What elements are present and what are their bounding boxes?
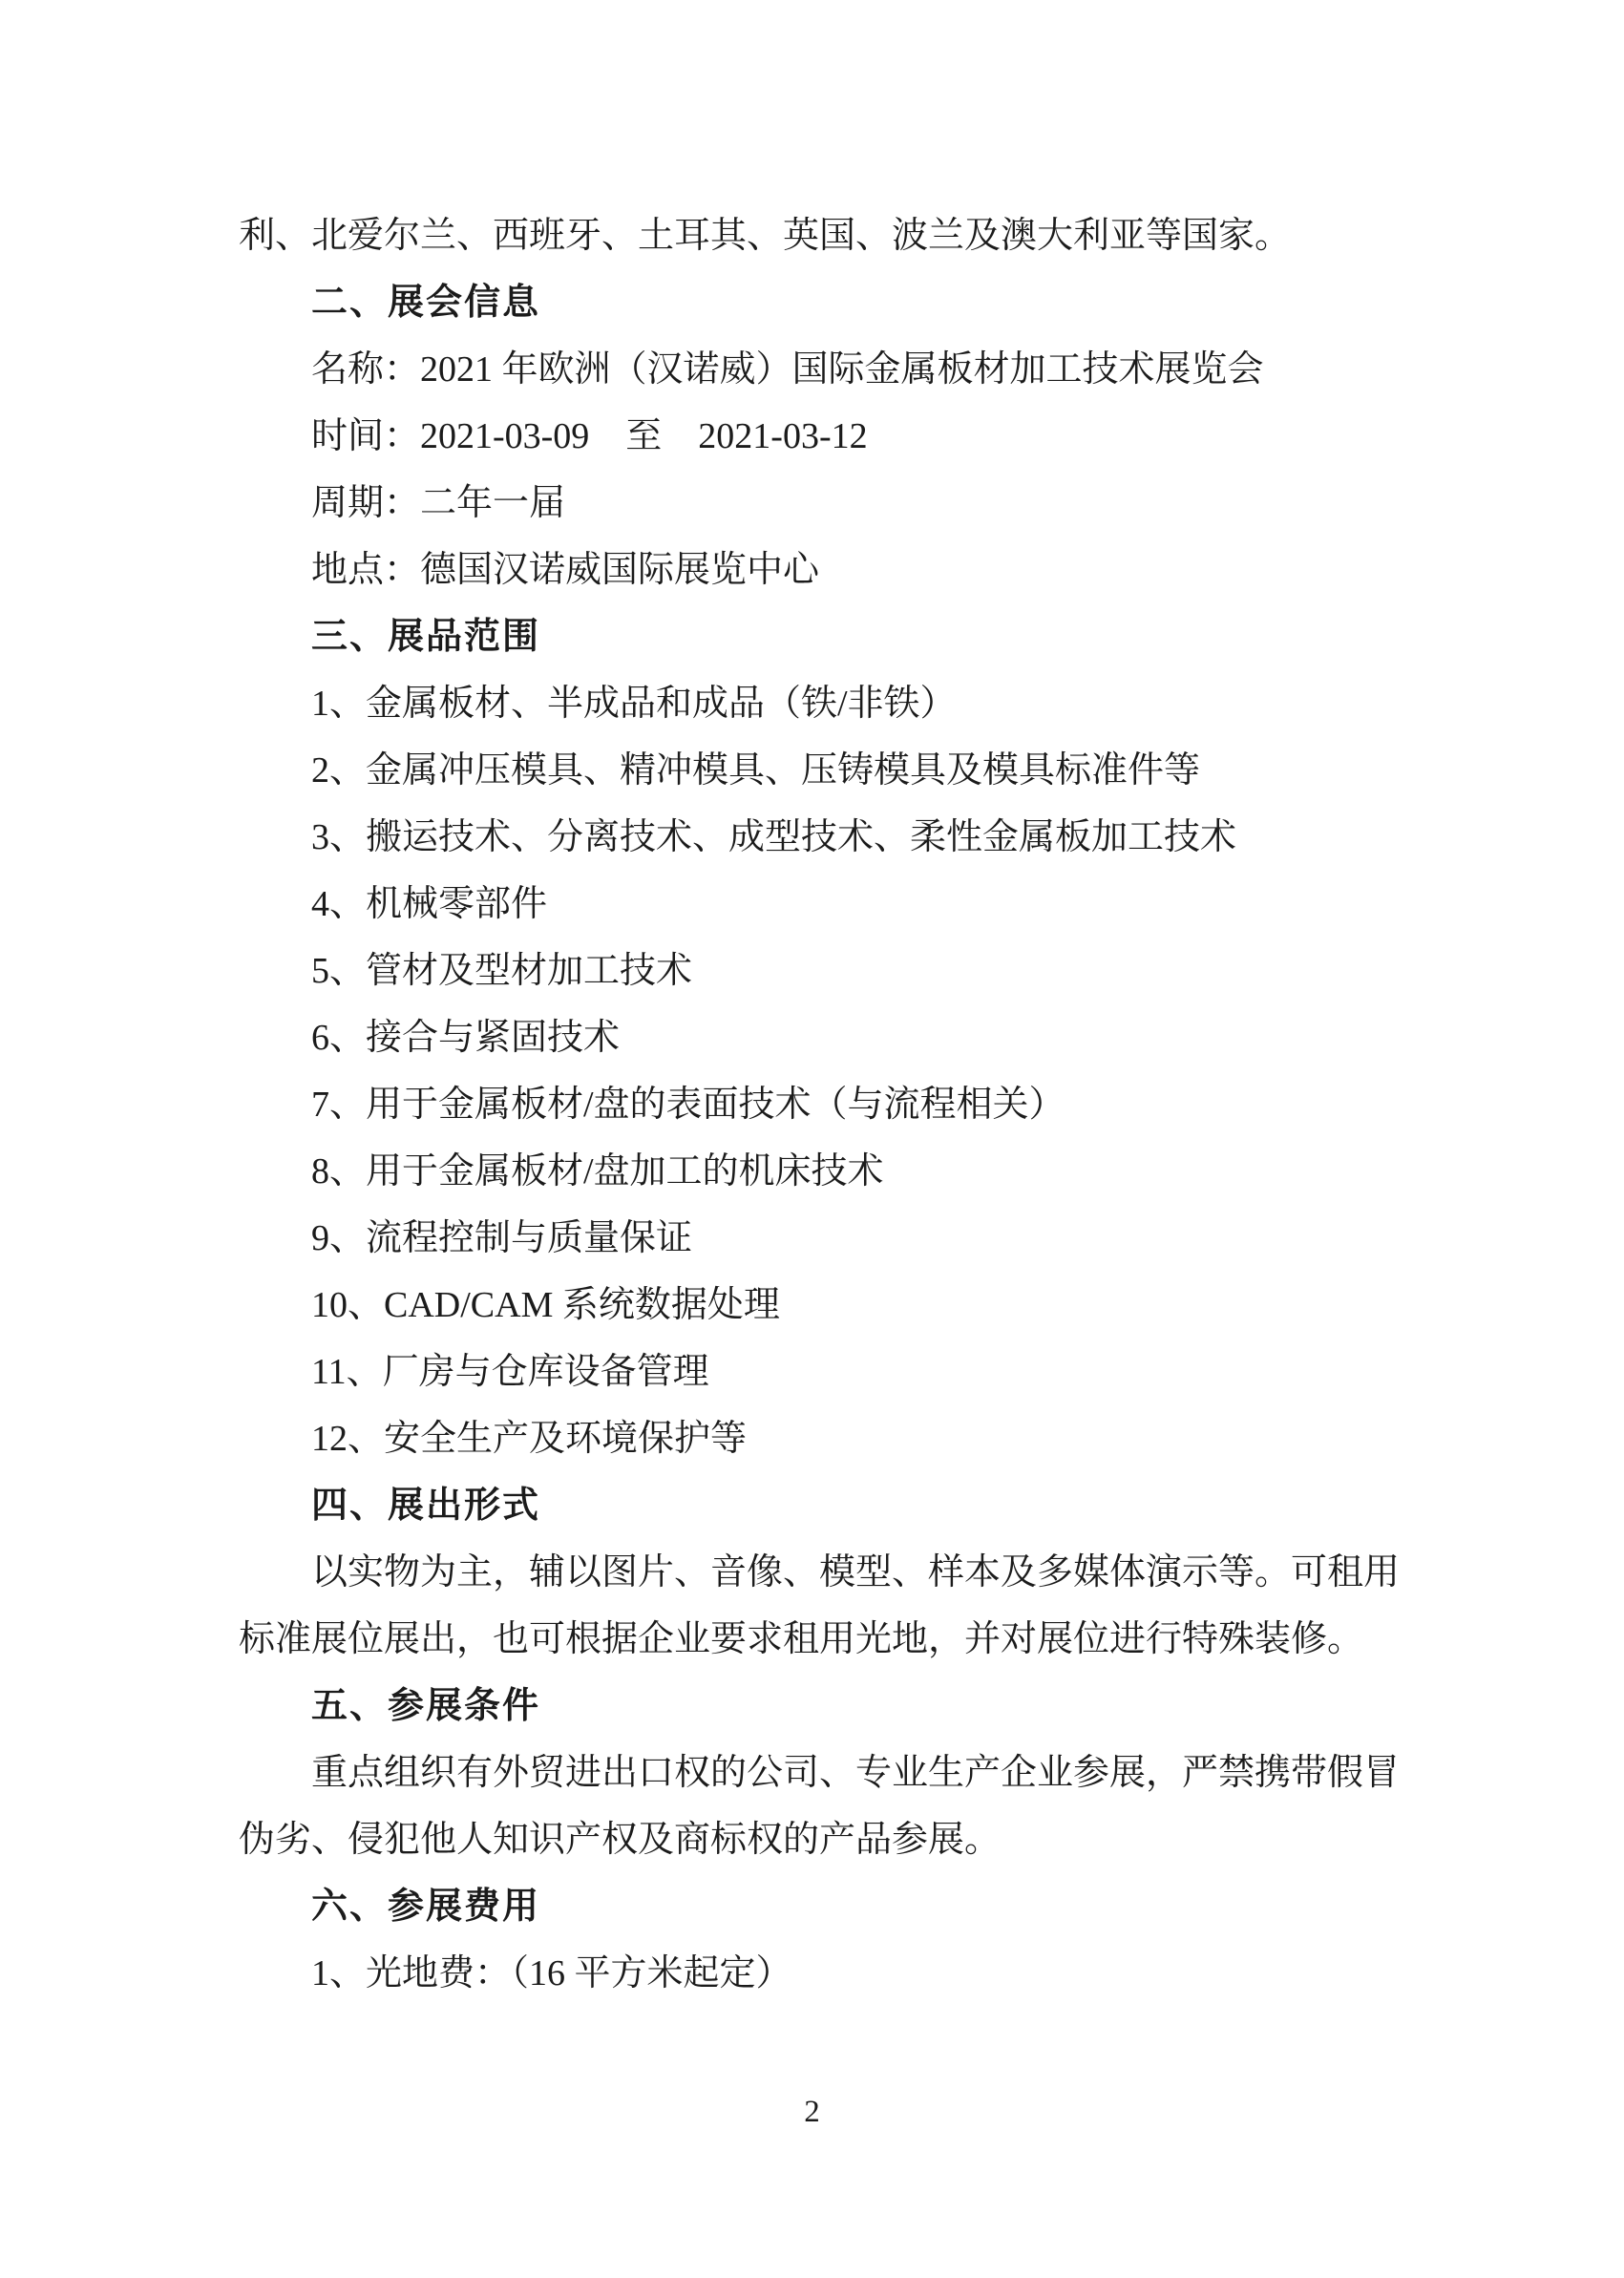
exhibit-scope-item: 7、用于金属板材/盘的表面技术（与流程相关） — [311, 1085, 1065, 1125]
exhibit-scope-item: 8、用于金属板材/盘加工的机床技术 — [311, 1151, 884, 1192]
paragraph-line: 标准展位展出，也可根据企业要求租用光地，并对展位进行特殊装修。 — [239, 1619, 1364, 1659]
section-heading-participation-conditions: 五、参展条件 — [311, 1686, 541, 1726]
section-heading-display-format: 四、展出形式 — [311, 1486, 541, 1526]
exhibit-scope-item: 11、厂房与仓库设备管理 — [311, 1352, 709, 1392]
section-heading-exhibit-scope: 三、展品范围 — [311, 617, 541, 657]
exhibit-scope-item: 3、搬运技术、分离技术、成型技术、柔性金属板加工技术 — [311, 817, 1237, 857]
paragraph-line: 以实物为主，辅以图片、音像、模型、样本及多媒体演示等。可租用 — [311, 1552, 1401, 1592]
info-line-cycle: 周期：二年一届 — [311, 483, 566, 523]
document-content — [239, 202, 1401, 2007]
section-heading-participation-fees: 六、参展费用 — [311, 1887, 541, 1927]
exhibit-scope-item: 4、机械零部件 — [311, 884, 548, 924]
paragraph-continuation-line: 利、北爱尔兰、西班牙、土耳其、英国、波兰及澳大利亚等国家。 — [239, 216, 1292, 256]
exhibit-scope-item: 5、管材及型材加工技术 — [311, 951, 693, 991]
exhibit-scope-item: 12、安全生产及环境保护等 — [311, 1419, 748, 1459]
page-number: 2 — [804, 2095, 820, 2129]
fee-item-line: 1、光地费：（16 平方米起定） — [311, 1953, 792, 1993]
section-heading-exhibition-info: 二、展会信息 — [311, 283, 541, 323]
exhibit-scope-item: 2、金属冲压模具、精冲模具、压铸模具及模具标准件等 — [311, 750, 1201, 791]
exhibit-scope-item: 9、流程控制与质量保证 — [311, 1218, 693, 1258]
exhibit-scope-item: 10、CAD/CAM 系统数据处理 — [311, 1285, 780, 1325]
exhibit-scope-item: 1、金属板材、半成品和成品（铁/非铁） — [311, 684, 957, 724]
exhibit-scope-item: 6、接合与紧固技术 — [311, 1018, 621, 1058]
info-line-location: 地点：德国汉诺威国际展览中心 — [311, 550, 820, 590]
paragraph-line: 重点组织有外贸进出口权的公司、专业生产企业参展，严禁携带假冒 — [311, 1753, 1401, 1793]
info-line-time: 时间：2021-03-09 至 2021-03-12 — [311, 416, 868, 456]
paragraph-line: 伪劣、侵犯他人知识产权及商标权的产品参展。 — [239, 1820, 1002, 1860]
info-line-name: 名称：2021 年欧洲（汉诺威）国际金属板材加工技术展览会 — [311, 349, 1264, 390]
